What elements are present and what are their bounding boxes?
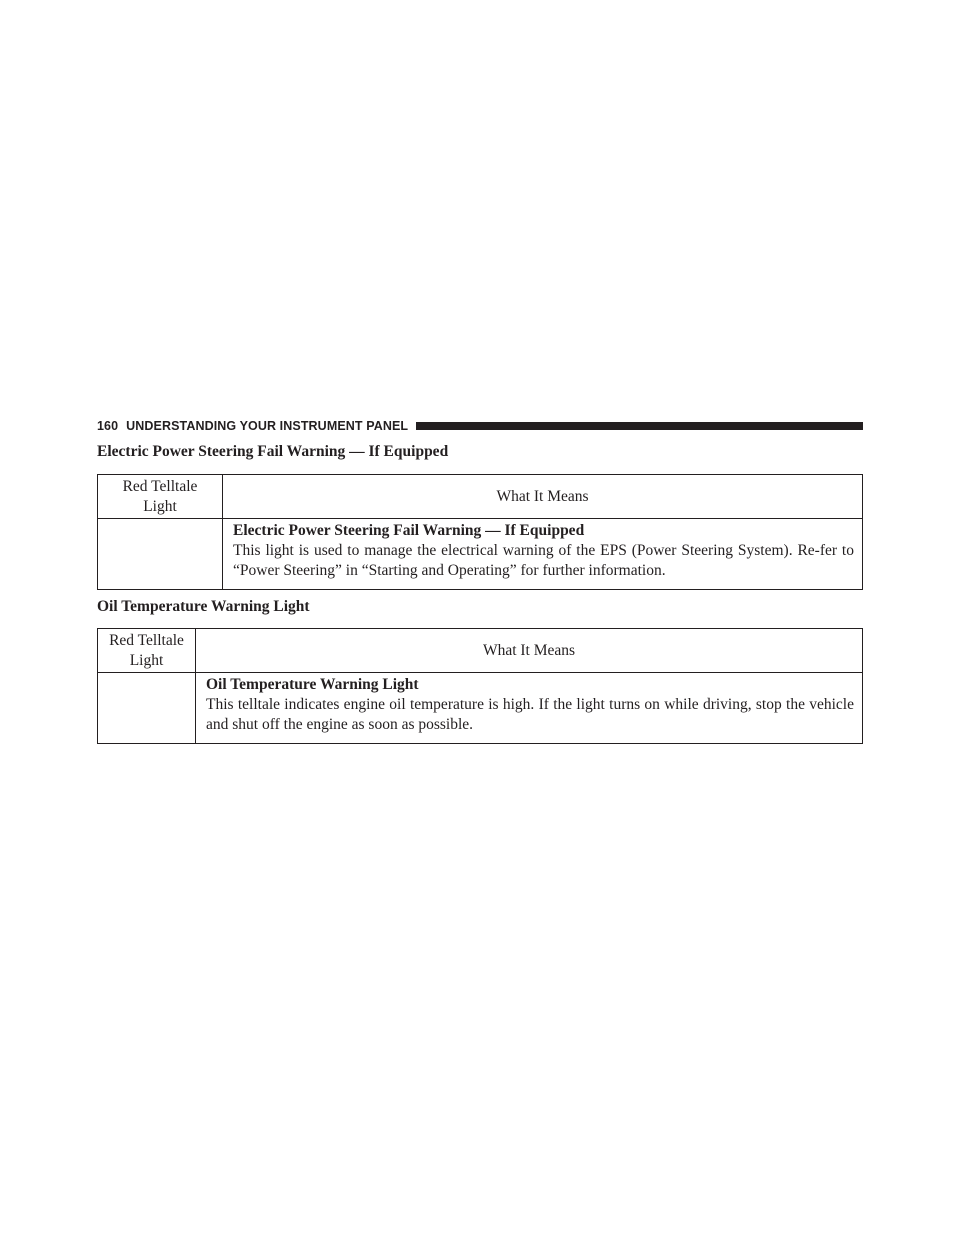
row-title: Oil Temperature Warning Light xyxy=(206,676,419,693)
table-row xyxy=(98,519,863,590)
telltale-header-line1: Red Telltale xyxy=(109,631,184,649)
oil-temp-heading: Oil Temperature Warning Light xyxy=(97,598,310,615)
page-header xyxy=(97,418,863,434)
telltale-icon-cell xyxy=(98,519,223,590)
telltale-icon-cell xyxy=(98,673,196,744)
page-number: 160 xyxy=(97,419,119,433)
telltale-header-line2: Light xyxy=(129,651,164,669)
meaning-column-header: What It Means xyxy=(196,629,863,673)
oil-temp-table xyxy=(97,628,863,744)
row-text: This telltale indicates engine oil temperature is high. If the light turns on while driving, stop the vehicle and shut off the engine as soon as possible. xyxy=(206,696,854,733)
eps-warning-heading: Electric Power Steering Fail Warning — If Equipped xyxy=(97,443,449,460)
row-title: Electric Power Steering Fail Warning — If Equipped xyxy=(233,522,585,539)
header-rule xyxy=(416,422,863,430)
telltale-header-line1: Red Telltale xyxy=(122,477,198,495)
meaning-cell xyxy=(223,519,863,590)
table-header-row xyxy=(98,475,863,519)
eps-warning-table xyxy=(97,474,863,590)
telltale-column-header xyxy=(98,475,223,519)
table-row xyxy=(98,673,863,744)
meaning-column-header: What It Means xyxy=(223,475,863,519)
section-title: UNDERSTANDING YOUR INSTRUMENT PANEL xyxy=(126,419,409,433)
telltale-column-header xyxy=(98,629,196,673)
telltale-header-line2: Light xyxy=(143,497,177,515)
table-header-row xyxy=(98,629,863,673)
row-text: This light is used to manage the electrical warning of the EPS (Power Steering System). Re-fer to “Power Steering” in “Starting and Operating” for further information. xyxy=(233,542,854,579)
meaning-cell xyxy=(196,673,863,744)
